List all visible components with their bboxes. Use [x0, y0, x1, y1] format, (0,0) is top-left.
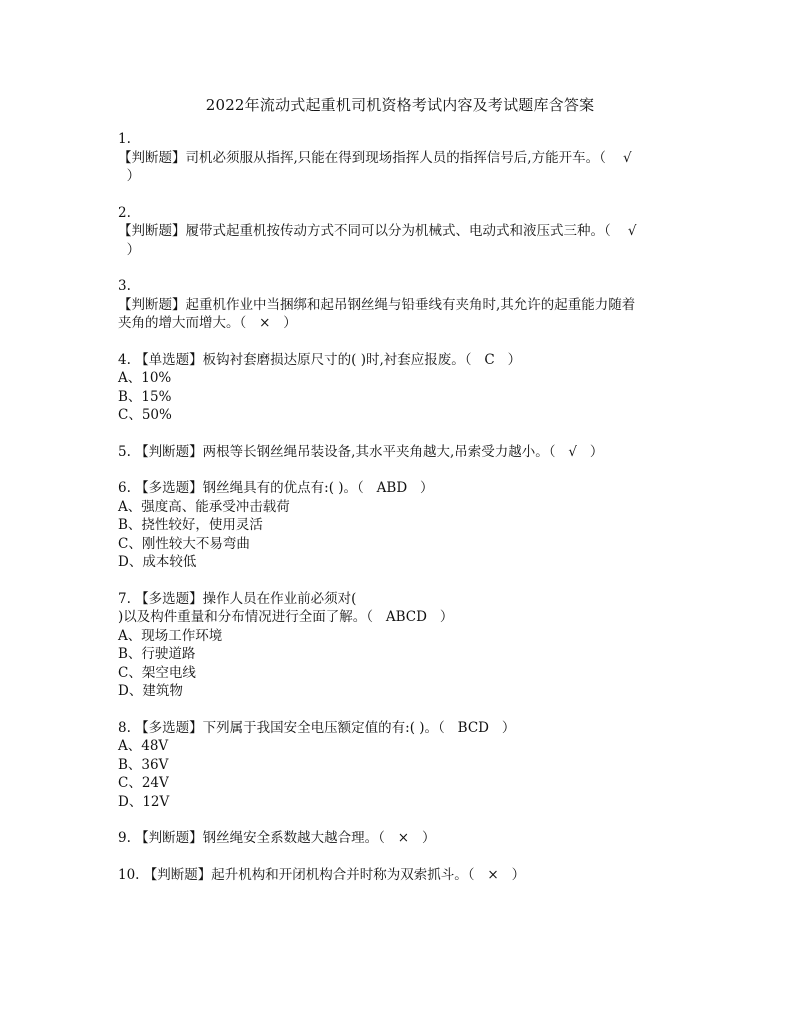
answer-option: A、10%	[118, 370, 172, 386]
answer-option: A、48V	[118, 738, 169, 754]
answer-option: C、24V	[118, 775, 169, 791]
question-list	[118, 130, 688, 902]
answer-option: C、50%	[118, 407, 172, 423]
question-item	[118, 866, 688, 885]
answer-option: B、36V	[118, 756, 169, 773]
question-line: 7. 【多选题】操作人员在作业前必须对(	[118, 590, 357, 607]
question-line: 【判断题】履带式起重机按传动方式不同可以分为机械式、电动式和液压式三种。（ √	[118, 223, 637, 239]
question-line: 夹角的增大而增大。（ × ）	[118, 315, 297, 331]
question-item	[118, 277, 688, 333]
question-line: )以及构件重量和分布情况进行全面了解。（ ABCD ）	[118, 609, 454, 625]
question-line: 1.	[118, 131, 131, 147]
question-line: 9. 【判断题】钢丝绳安全系数越大越合理。（ × ）	[118, 830, 436, 846]
question-item	[118, 351, 688, 425]
document-title: 2022年流动式起重机司机资格考试内容及考试题库含答案	[205, 96, 595, 114]
question-item	[118, 130, 688, 186]
question-item	[118, 443, 688, 462]
question-item	[118, 204, 688, 260]
answer-option: B、行驶道路	[118, 646, 196, 662]
question-line: 4. 【单选题】板钩衬套磨损达原尺寸的( )时,衬套应报废。（ C ）	[118, 351, 522, 368]
question-line: 5. 【判断题】两根等长钢丝绳吊装设备,其水平夹角越大,吊索受力越小。（ √ ）	[118, 443, 604, 460]
answer-option: A、强度高、能承受冲击载荷	[118, 498, 290, 515]
question-item	[118, 590, 688, 701]
question-line: 【判断题】司机必须服从指挥,只能在得到现场指挥人员的指挥信号后,方能开车。（ √	[118, 149, 632, 166]
question-item	[118, 719, 688, 812]
answer-option: B、15%	[118, 388, 172, 405]
answer-option: D、成本较低	[118, 554, 197, 570]
question-line: 【判断题】起重机作业中当捆绑和起吊钢丝绳与铅垂线有夹角时,其允许的起重能力随着	[118, 296, 636, 313]
question-line: 2.	[118, 204, 131, 221]
answer-option: D、12V	[118, 793, 170, 810]
answer-option: C、刚性较大不易弯曲	[118, 535, 250, 552]
answer-option: D、建筑物	[118, 683, 183, 699]
answer-option: B、挠性较好，使用灵活	[118, 517, 263, 533]
answer-option: C、架空电线	[118, 664, 196, 681]
question-line: 6. 【多选题】钢丝绳具有的优点有:( )。（ ABD ）	[118, 480, 434, 496]
question-line: ）	[118, 241, 141, 258]
question-line: 8. 【多选题】下列属于我国安全电压额定值的有:( )。（ BCD ）	[118, 719, 516, 736]
question-line: 3.	[118, 278, 131, 294]
question-item	[118, 479, 688, 572]
question-line: ）	[118, 168, 141, 184]
answer-option: A、现场工作环境	[118, 627, 223, 644]
question-item	[118, 829, 688, 848]
question-line: 10. 【判断题】起升机构和开闭机构合并时称为双索抓斗。（ × ）	[118, 866, 526, 883]
